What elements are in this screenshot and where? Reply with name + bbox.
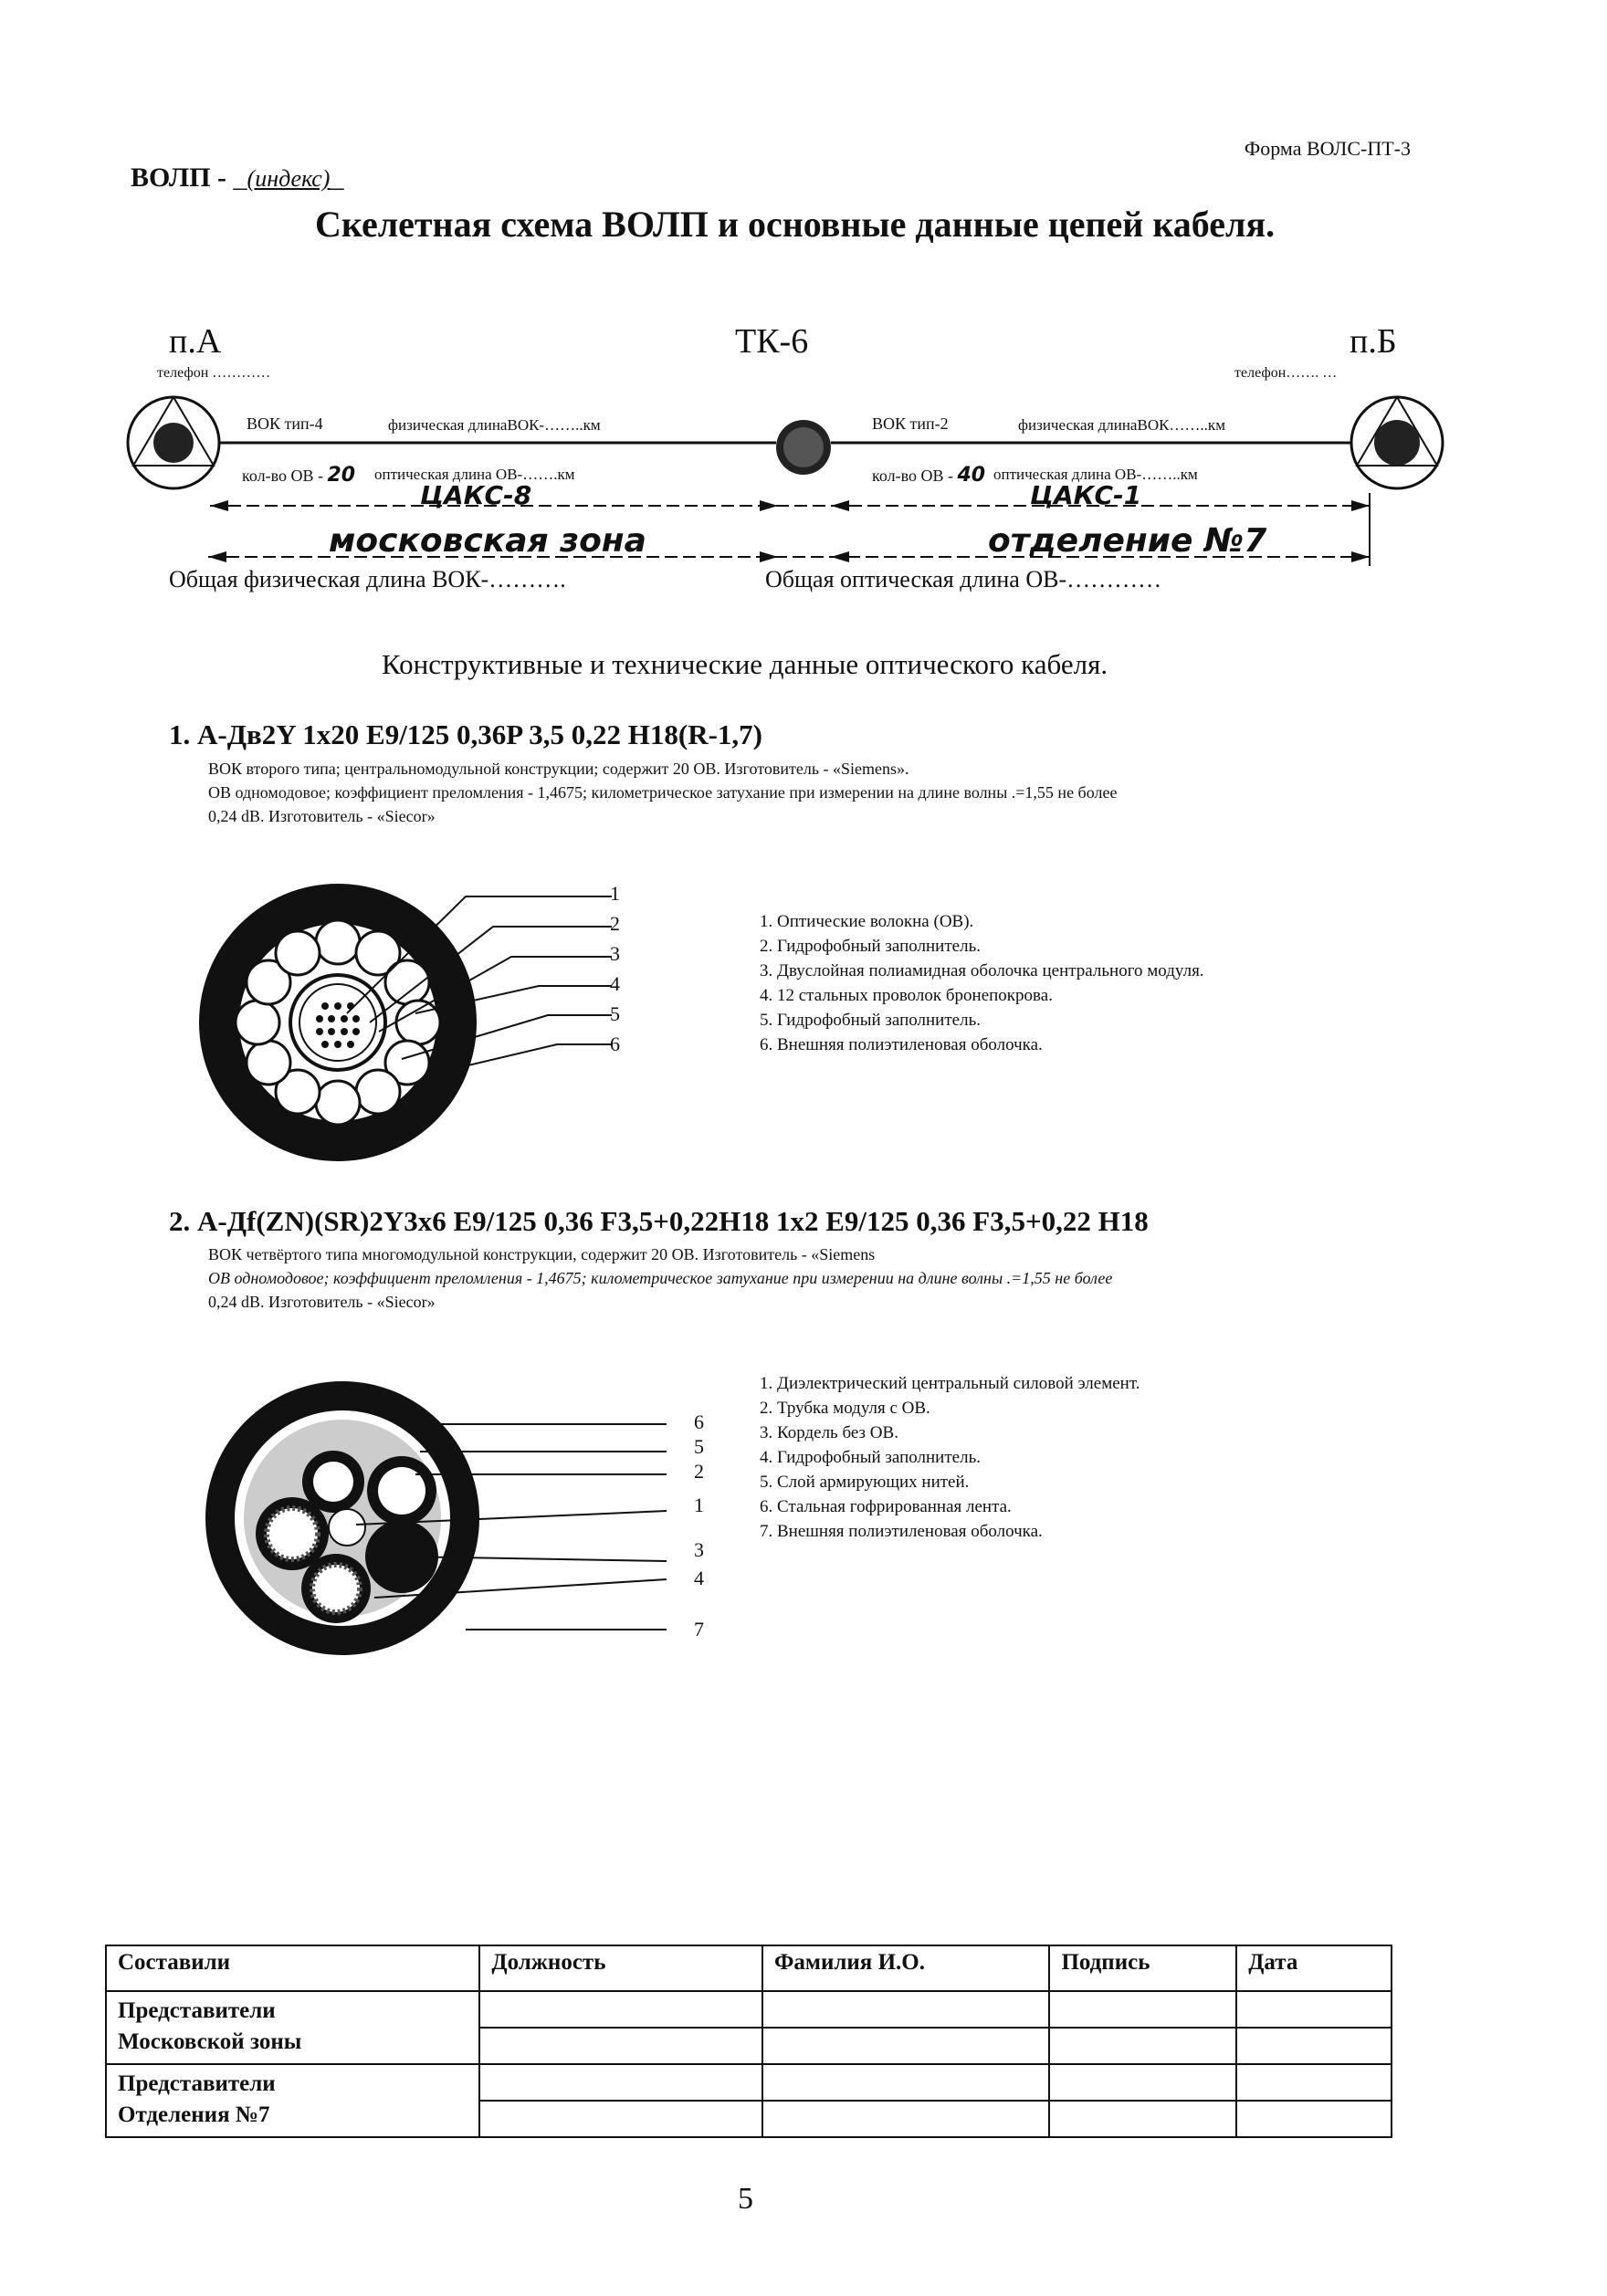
table-cell[interactable] <box>479 2064 762 2101</box>
table-header-cell: Составили <box>106 1945 479 1991</box>
point-a-label: п.А <box>169 322 222 361</box>
tk-node-icon <box>776 420 831 475</box>
row-label-line: Представители <box>118 1998 276 2023</box>
table-cell[interactable] <box>479 2028 762 2064</box>
cable-2-callout-7: 7 <box>694 1618 704 1641</box>
left-zone: московская зона <box>329 522 646 560</box>
cable-1-callout-3: 3 <box>610 942 620 965</box>
table-header-row <box>106 1945 1392 1991</box>
table-header-cell: Фамилия И.О. <box>762 1945 1049 1991</box>
cable-1-callout-1: 1 <box>610 882 620 905</box>
cable-1-desc-1: ВОК второго типа; центральномодульной конструкции; содержит 20 ОВ. Изготовитель - «Siemens». <box>208 760 909 778</box>
right-ov-count <box>872 464 985 487</box>
left-opt-len: оптическая длина ОВ-…….км <box>374 466 575 483</box>
table-cell[interactable] <box>1049 2101 1236 2137</box>
cable-1-desc-2: ОВ одномодовое; коэффициент преломления - 1,4675; километрическое затухание при измерении на длине волны .=1,55 не более <box>208 783 1118 802</box>
list-item: 6. Стальная гофрированная лента. <box>760 1497 1012 1516</box>
left-phys-len: физическая длинаВОК-……..км <box>388 416 601 434</box>
cable-2-callout-1: 1 <box>694 1494 704 1516</box>
total-opt-length: Общая оптическая длина ОВ-………… <box>765 566 1162 592</box>
list-item: 2. Гидрофобный заполнитель. <box>760 937 981 956</box>
list-item: 3. Кордель без ОВ. <box>760 1423 898 1442</box>
table-cell[interactable] <box>762 1991 1049 2028</box>
tk-label: ТК-6 <box>735 322 809 361</box>
signature-table <box>105 1945 1392 2138</box>
list-item: 5. Гидрофобный заполнитель. <box>760 1011 981 1030</box>
table-cell[interactable] <box>762 2101 1049 2137</box>
cable-1-cross-section <box>192 876 667 1187</box>
table-header-cell: Подпись <box>1049 1945 1236 1991</box>
page-number: 5 <box>738 2182 753 2216</box>
right-ov-count-label: кол-во ОВ - <box>872 467 958 485</box>
table-cell[interactable] <box>762 2028 1049 2064</box>
index-label: (индекс) <box>247 165 331 192</box>
row-label-line: Представители <box>118 2071 276 2096</box>
right-station: ЦАКС-1 <box>1030 480 1142 510</box>
cable-2-heading: 2. А-Дf(ZN)(SR)2Y3x6 E9/125 0,36 F3,5+0,22H18 1x2 E9/125 0,36 F3,5+0,22 H18 <box>169 1205 1149 1237</box>
total-phys-length: Общая физическая длина ВОК-………. <box>169 566 566 592</box>
table-cell[interactable] <box>1236 2028 1392 2064</box>
table-cell[interactable] <box>1049 1991 1236 2028</box>
list-item: 6. Внешняя полиэтиленовая оболочка. <box>760 1035 1043 1054</box>
table-header-cell: Должность <box>479 1945 762 1991</box>
row-label-line: Московской зоны <box>118 2029 302 2054</box>
phone-a: телефон ………… <box>157 365 271 381</box>
right-ov-count-value: 40 <box>957 464 986 487</box>
table-cell[interactable] <box>1236 2064 1392 2101</box>
list-item: 4. 12 стальных проволок бронепокрова. <box>760 986 1053 1005</box>
table-header-cell: Дата <box>1236 1945 1392 1991</box>
section-title: Конструктивные и технические данные оптического кабеля. <box>382 648 1108 680</box>
list-item: 3. Двуслойная полиамидная оболочка центрального модуля. <box>760 961 1204 980</box>
node-a-icon <box>128 397 219 488</box>
cable-2-cross-section <box>192 1374 703 1675</box>
table-cell[interactable] <box>479 2101 762 2137</box>
cable-2-desc-1: ВОК четвёртого типа многомодульной конструкции, содержит 20 ОВ. Изготовитель - «Siemens <box>208 1245 876 1263</box>
right-phys-len: физическая длинаВОК……..км <box>1018 416 1225 434</box>
table-cell[interactable] <box>1049 2028 1236 2064</box>
cable-1-desc-3: 0,24 dB. Изготовитель - «Siecor» <box>208 807 436 825</box>
node-b-icon <box>1351 397 1443 488</box>
right-vok-type: ВОК тип-2 <box>872 414 949 433</box>
left-ov-count <box>242 464 355 487</box>
list-item: 2. Трубка модуля с ОВ. <box>760 1399 930 1418</box>
table-row-label <box>106 1991 479 2064</box>
cable-2-desc-2: ОВ одномодовое; коэффициент преломления - 1,4675; километрическое затухание при измерении на длине волны .=1,55 не более <box>208 1269 1113 1287</box>
cable-2-legend <box>760 1371 1140 1544</box>
left-vok-type: ВОК тип-4 <box>247 414 323 433</box>
cable-1-legend <box>760 909 1204 1057</box>
table-cell[interactable] <box>1049 2064 1236 2101</box>
volp-index-line: ВОЛП - _(индекс)_ <box>131 163 344 193</box>
list-item: 4. Гидрофобный заполнитель. <box>760 1448 981 1467</box>
cable-1-callout-4: 4 <box>610 972 620 995</box>
cable-2-callout-2: 2 <box>694 1460 704 1483</box>
right-zone: отделение №7 <box>988 522 1267 560</box>
table-row <box>106 2064 1392 2101</box>
right-opt-len: оптическая длина ОВ-……..км <box>993 466 1198 483</box>
left-station: ЦАКС-8 <box>420 480 532 510</box>
cable-2-callout-3: 3 <box>694 1538 704 1561</box>
phone-b: телефон……. … <box>1234 365 1338 381</box>
cable-2-callout-4: 4 <box>694 1567 704 1589</box>
form-label: Форма ВОЛС-ПТ-3 <box>1244 137 1411 160</box>
cable-1-callout-2: 2 <box>610 912 620 935</box>
table-row-label <box>106 2064 479 2137</box>
row-label-line: Отделения №7 <box>118 2102 270 2127</box>
cable-1-callout-6: 6 <box>610 1033 620 1055</box>
list-item: 5. Слой армирующих нитей. <box>760 1473 970 1492</box>
table-cell[interactable] <box>1236 1991 1392 2028</box>
left-ov-count-label: кол-во ОВ - <box>242 467 328 485</box>
cable-2-callout-5: 5 <box>694 1435 704 1458</box>
left-ov-count-value: 20 <box>327 464 356 487</box>
list-item: 1. Оптические волокна (ОВ). <box>760 912 974 931</box>
cable-2-desc-3: 0,24 dB. Изготовитель - «Siecor» <box>208 1293 436 1311</box>
point-b-label: п.Б <box>1350 322 1397 361</box>
volp-prefix: ВОЛП - <box>131 163 234 193</box>
list-item: 7. Внешняя полиэтиленовая оболочка. <box>760 1522 1043 1541</box>
list-item: 1. Диэлектрический центральный силовой элемент. <box>760 1374 1140 1393</box>
table-cell[interactable] <box>479 1991 762 2028</box>
scheme-diagram <box>119 393 1488 593</box>
table-cell[interactable] <box>762 2064 1049 2101</box>
cable-1-heading: 1. А-Дв2Y 1x20 E9/125 0,36P 3,5 0,22 H18(R-1,7) <box>169 718 763 750</box>
page-title: Скелетная схема ВОЛП и основные данные цепей кабеля. <box>315 204 1276 245</box>
table-cell[interactable] <box>1236 2101 1392 2137</box>
cable-1-callout-5: 5 <box>610 1002 620 1025</box>
cable-2-callout-6: 6 <box>694 1410 704 1433</box>
table-row <box>106 1991 1392 2028</box>
